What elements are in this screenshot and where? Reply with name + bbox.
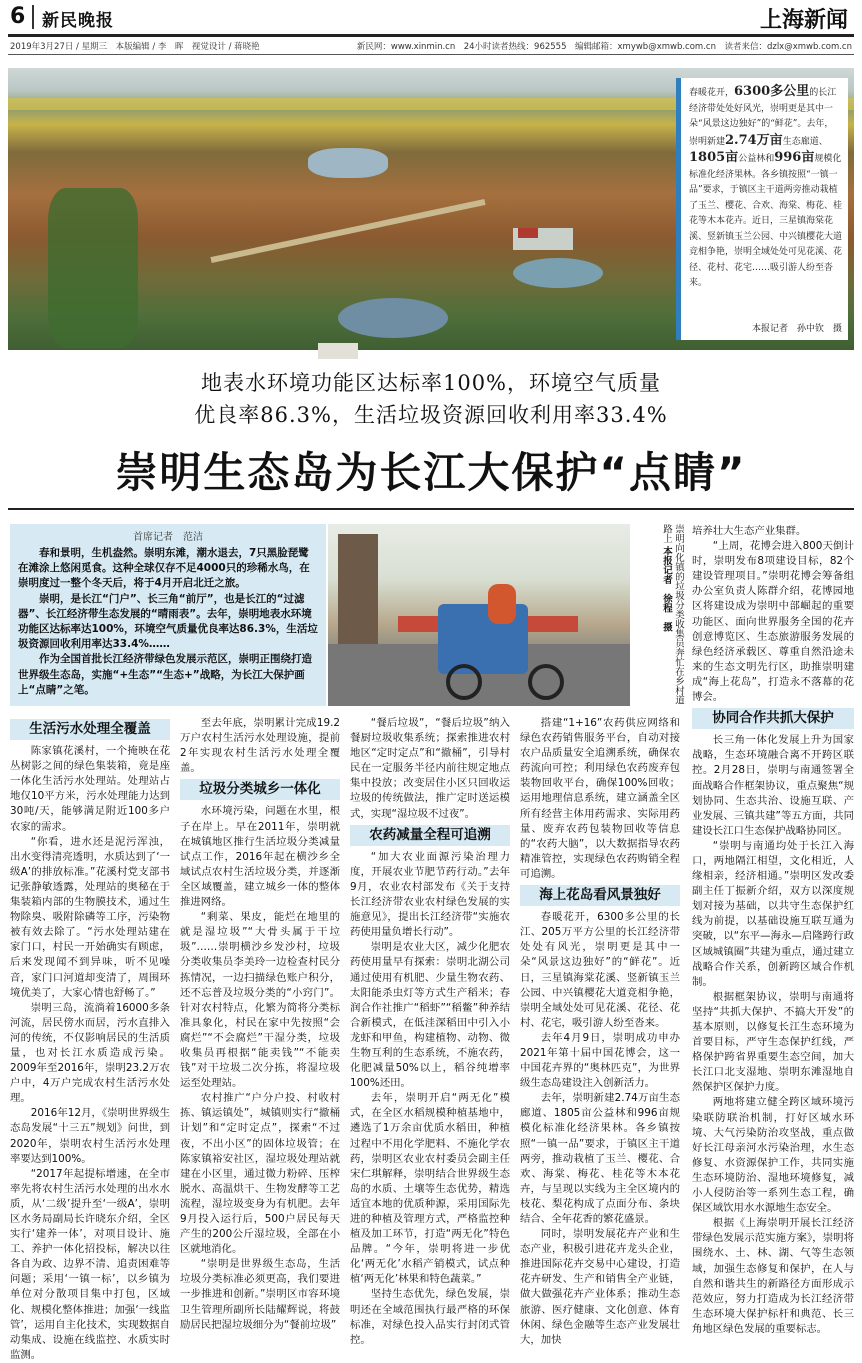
paragraph: 同时，崇明发展花卉产业和生态产业，积极引进花卉龙头企业，推进国际花卉交易中心建设，打造花卉研发、生产和销售全产业链，做大做强花卉产业体系；推动生态旅游、医疗健康、文化创意、体育休闲、绿色金融等生态产业发展壮大，加快 (520, 1228, 680, 1346)
paragraph: “2017年起提标增速，在全市率先将农村生活污水处理的出水水质，从‘二级’提升至‘一级A’，崇明区水务局副局长许晓东介绍，全区实行‘建养一体’，对项目设计、施工、养护一体化招投标，解决以往各自为政、边界不清、追责困难等问题；采用‘一镇一标’，以乡镇为单位对分散项目集中打包，区域化、规模化整体推进；加强‘一线监管’，运用自主化技术，实现数据自动集成、设施在线监控、水质实时监测。 (10, 1167, 170, 1361)
meta-rule (8, 54, 854, 55)
card-stat-length: 6300多公里 (734, 84, 810, 99)
section-heading: 生活污水处理全覆盖 (10, 719, 170, 740)
card-text-1: 春暖花开， (689, 88, 735, 98)
paragraph: 崇明是农业大区，减少化肥农药使用量早有探索：崇明北湖公司通过使用有机肥、少量生物农药、太阳能杀虫灯等方式生产稻米；春润合作社推广“稻虾”“稻鳖”种养结合新模式，在低洼深稻田中引入小龙虾和甲鱼，构建植物、动物、微生物互利的生态系统，不施农药，化肥减量50%以上，稻谷纯增率100%还田。 (350, 941, 510, 1090)
paragraph: “剩菜、果皮，能烂在地里的就是湿垃圾”“大骨头属于干垃圾”……崇明横沙乡发沙村，垃圾分类收集员李美玲一边检查村民分拣情况，一边扫描绿色账户积分，还不忘普及垃圾分类的“小窍门”。针对农村特点，化繁为简将分类标准具象化，村民在家中先按照“会腐烂”“不会腐烂”干湿分类，垃圾收集员再根据“能卖钱”“不能卖钱”对干垃圾二次分拣，将湿垃圾运至处理站。 (180, 911, 340, 1090)
caption-text: 崇明向化镇的垃圾分类收集员奔忙在乡村道路上 (661, 524, 684, 705)
caption-credit: 本报记者 徐程 摄 (661, 546, 672, 632)
paragraph: 陈家镇花溪村，一个掩映在花丛树影之间的绿色集装箱，竟是座一体化生活污水处理站。处理站占地仅10平方米，污水处理能力达到30吨/天，能够满足附近100多户农家的需求。 (10, 745, 170, 833)
section-heading: 协同合作共抓大保护 (692, 708, 854, 729)
card-text-5: 规模化标准化经济果林。各乡镇按照“一镇一品”要求，于镇区主干道两旁推动栽植了玉兰、樱花、合欢、海棠、梅花、桂花等木本花卉。近日，三星镇海棠花溪、竖新镇玉兰公园、中兴镇樱花大道竞相争艳，崇明全域处处可见花溪、花径、花村、花宅……吸引游人纷至沓来。 (689, 154, 843, 288)
paragraph: 春暖花开，6300多公里的长江、205万平方公里的长江经济带处处有风光，崇明更是其中一朵“风景这边独好”的“鲜花”。近日，三星镇海棠花溪、竖新镇玉兰公园、中兴镇樱花大道竞相争艳，崇明全域处处可见花溪、花径、花村、花宅，吸引游人纷至沓来。 (520, 911, 680, 1029)
article-column-5 (692, 524, 854, 1335)
headline-rule (8, 508, 854, 510)
paragraph: “加大农业面源污染治理力度，开展农业节肥节药行动。”去年9月，农业农村部发布《关于支持长江经济带农业农村绿色发展的实施意见》，提出长江经济带“实施农药使用量负增长行动”。 (350, 850, 510, 939)
section-heading: 垃圾分类城乡一体化 (180, 779, 340, 800)
card-stat-orchard: 996亩 (774, 150, 815, 165)
garbage-collector-photo (328, 524, 630, 706)
paragraph: “崇明是世界级生态岛，生活垃圾分类标准必须更高，我们要进一步推进和创新。”崇明区市容环境卫生管理所副所长陆耀辉说，将鼓励居民把湿垃圾细分为“餐前垃圾” (180, 1258, 340, 1331)
issue-info: 2019年3月27日 / 星期三 本版编辑 / 李 晖 视觉设计 / 蒋晓艳 (10, 42, 260, 52)
paragraph: 水环境污染，问题在水里，根子在岸上。早在2011年，崇明就在城镇地区推行生活垃圾分类减量试点工作，2016年起在横沙乡全域试点农村生活垃圾分类，并逐渐全区域覆盖，建立城乡一体的整体推进网络。 (180, 805, 340, 909)
paragraph: “你看，进水还是泥污浑浊，出水变得清亮透明，水质达到了‘一级A’的排放标准。”花溪村党支部书记张静敏透露，处理站的奥秘在于集装箱内部的生物膜技术，通过生物除臭、吸附除磷等工序，污染物被有效去除了。“污水处理站建在家门口，村民一开始确实有顾虑，后来发现闻不到异味，听不见噪音，家门口河道却变清了，周围环境优美了，大家心情也舒畅了。” (10, 835, 170, 999)
section-title: 上海新闻 (759, 7, 848, 33)
paragraph: “餐后垃圾”，“餐后垃圾”纳入餐厨垃圾收集系统；探索推进农村地区“定时定点”和“撤桶”，引导村民在一定服务半径内前往规定地点集中投放；改变居住小区只回收运垃圾的传统做法，推广定时送运模式，实现“湿垃圾不过夜”。 (350, 717, 510, 820)
card-stat-corridor: 2.74万亩 (725, 132, 783, 148)
header-rule (8, 34, 854, 37)
section-heading: 海上花岛看风景独好 (520, 885, 680, 906)
paragraph: 农村推广“户分户投、村收村拣、镇运镇处”，城镇则实行“撤桶计划”和“定时定点”，探索“不过夜，不出小区”的固体垃圾管；在陈家镇裕安社区，湿垃圾处理站就建在小区里，通过微力粉碎、压榨脱水、高温烘干、生物发酵等工艺流程，湿垃圾变身为有机肥。去年9月投入运行后，500户居民每天产生的200公斤湿垃圾，全部在小区就地消化。 (180, 1092, 340, 1256)
card-text-4: 公益林和 (738, 154, 775, 164)
contact-info: 新民网：www.xinmin.cn 24小时读者热线：962555 编辑邮箱：xmywb@xmwb.com.cn 读者来信：dzlx@xmwb.com.cn (356, 42, 852, 52)
paragraph: 长三角一体化发展上升为国家战略，生态环境融合离不开跨区联控。2月28日，崇明与南通签署全面战略合作框架协议，重点聚焦“规划协同、生态共治、设施互联、产业发展、三镇共建”等五方面，共同建设长江口生态保护战略协同区。 (692, 734, 854, 837)
paragraph: 培养壮大生态产业集群。 (692, 525, 807, 537)
photo-caption (636, 524, 684, 706)
photo-credit: 本报记者 孙中钦 摄 (751, 324, 842, 334)
paragraph: 去年，崇明开启“两无化”模式，在全区水稻规模种植基地中，遴选了1万余亩优质水稻田，种植过程中不用化学肥料、不施化学农药，崇明区农业农村委员会副主任宋仁琪解释，崇明结合世界级生态岛的水质、土壤等生态优势，精选适宜本地的优质种源，采用国际先进的种植及管理方式，严格监控种植及加工环节，打造“两无化”特色品牌。“今年，崇明将进一步优化‘两无化’水稻产销模式，试点种植‘两无化’林果和特色蔬菜。” (350, 1092, 510, 1286)
paragraph: 两地将建立健全跨区域环境污染联防联治机制，打好区域水环境、大气污染防治攻坚战，重点做好长江母亲河水污染治理，水生态修复、水资源保护工作，共同实施生态环境防治、湿地环境修复，减小人侵防治等一系列生态工程，确保区域饮用水水源地生态安全。 (692, 1096, 854, 1215)
lead-paragraph: 作为全国首批长江经济带绿色发展示范区，崇明正围绕打造世界级生态岛，实施“+生态”“生态+”战略，为长江大保护画上“点睛”之笔。 (18, 653, 312, 696)
lead-paragraph: 春和景明，生机盎然。崇明东滩，潮水退去，7只黑脸琵鹭在滩涂上悠闲觅食。这种全球仅存不足4000只的珍稀水鸟，在崇明度过一整个冬天后，将于4月开启北迁之旅。 (18, 547, 310, 590)
article-column-2 (180, 716, 340, 1331)
article-column-1 (10, 716, 170, 1361)
paragraph: 坚持生态优先，绿色发展，崇明还在全域范围执行最严格的环保标准，对绿色投入品实行封闭式管控。 (350, 1288, 510, 1346)
paragraph: 崇明三岛，流淌着16000多条河流，居民傍水而居，污水直排入河的传统，不仅影响居民的生活质量，也对长江水质造成污染。2009年至2016年，崇明23.2万农户中，4万户完成农村生活污水处理。 (10, 1001, 170, 1105)
paragraph: 2016年12月，《崇明世界级生态岛发展“十三五”规划》问世，到2020年，崇明农村生活污水处理率要达到100%。 (10, 1107, 170, 1165)
page-number: 6 (10, 4, 26, 29)
article-column-3 (350, 716, 510, 1346)
subheadline-1: 地表水环境功能区达标率100%，环境空气质量 (200, 371, 662, 395)
paragraph: “上周，花博会进入800天倒计时，崇明发布8项建设目标，82个建设管理项目。”崇明花博会筹备组办公室负责人陈群介绍，花博园地区将建设成为崇明中部崛起的重要功能区、面向世界服务全国的花卉创意博览区、生态旅游服务发展的绿色经济承载区、尊重自然沿途未来的生态文明先行区，助推崇明建成“海上花岛”，打造永不落幕的花博会。 (692, 540, 854, 704)
card-stat-forest: 1805亩 (689, 150, 739, 165)
main-headline: 崇明生态岛为长江大保护“点睛” (115, 448, 747, 497)
subheadline-2: 优良率86.3%，生活垃圾资源回收利用率33.4% (194, 403, 668, 427)
paragraph: 至去年底，崇明累计完成19.2万户农村生活污水处理设施，提前2年实现农村生活污水处理全覆盖。 (180, 717, 340, 775)
article-column-4 (520, 716, 680, 1346)
card-text-2: 的长江经济带处处好风光，崇明更是其中一朵“风景这边独好”的“鲜花”。去年，崇明新建 (689, 88, 837, 147)
header-divider (32, 5, 34, 29)
paragraph: 搭建“1+16”农药供应网络和绿色农药销售服务平台，自动对接农户品质量安全追溯系统，确保农药流向可控；利用绿色农药废弃包装物回收平台，确保100%回收；运用地理信息系统，建立涵盖全区所有经营主体用药需求、实际用药量、废弃农药包装物回收等信息的“农药大脑”，以大数据指导农药精准管控，实现绿色农药购销全程可追溯。 (520, 717, 680, 880)
paragraph: 去年4月9日，崇明成功申办2021年第十届中国花博会，这一中国花卉界的“奥林匹克”，为世界级生态岛建设注入创新活力。 (520, 1031, 680, 1090)
paragraph: 去年，崇明新建2.74万亩生态廊道、1805亩公益林和996亩规模化标准化经济果林。各乡镇按照“一镇一品”要求，于镇区主干道两旁，推动栽植了玉兰、樱花、合欢、海棠、梅花、桂花等木本花卉，与呈现以实线为主全区境内的枝花、梨花构成了点面分布、条块结合、全年花香的繁花盛景。 (520, 1092, 680, 1225)
newspaper-logo: 新民晚报 (42, 11, 114, 31)
paragraph: 根据《上海崇明开展长江经济带绿色发展示范实施方案》，崇明将围绕水、土、林、湖、气等生态领域，加强生态修复和保护，在人与自然和谐共生的新路径方面形成示范效应，努力打造成为长江经济带生态环境大保护标杆和典范、长三角地区绿色发展的重要标志。 (692, 1217, 854, 1335)
card-text-3: 生态廊道、 (782, 136, 828, 147)
paragraph: “崇明与南通均处于长江入海口，两地隔江相望，文化相近，人缘相亲，经济相通。”崇明区发改委副主任丁振新介绍，双方以深度规划对接为基础，以共守生态保护红线为前提，以基础设施互联互通为突破，以“东平—海永—启隆跨行政区域城镇圈”共建为重点，通过建立战略合作关系，创新跨区域合作机制。 (692, 839, 854, 988)
section-heading: 农药减量全程可追溯 (350, 825, 510, 846)
photo-caption-card (676, 78, 848, 340)
paragraph: 根据框架协议，崇明与南通将坚持“共抓大保护、不搞大开发”的基本原则，以修复长江生态环境为首要目标，严守生态保护红线，严格保护跨省界重要生态空间，加大长江口北支湿地、崇明东滩湿地自然保护区保护力度。 (692, 990, 854, 1094)
lead-paragraph: 崇明，是长江“门户”、长三角“前厅”，也是长江的“过滤器”、长江经济带生态发展的“晴雨表”。去年，崇明地表水环境功能区达标率达100%，环境空气质量优良率达86.3%，生活垃圾资源回收利用率达33.4%…… (18, 592, 318, 651)
byline: 首席记者 范洁 (133, 532, 203, 543)
lead-box (10, 524, 326, 706)
